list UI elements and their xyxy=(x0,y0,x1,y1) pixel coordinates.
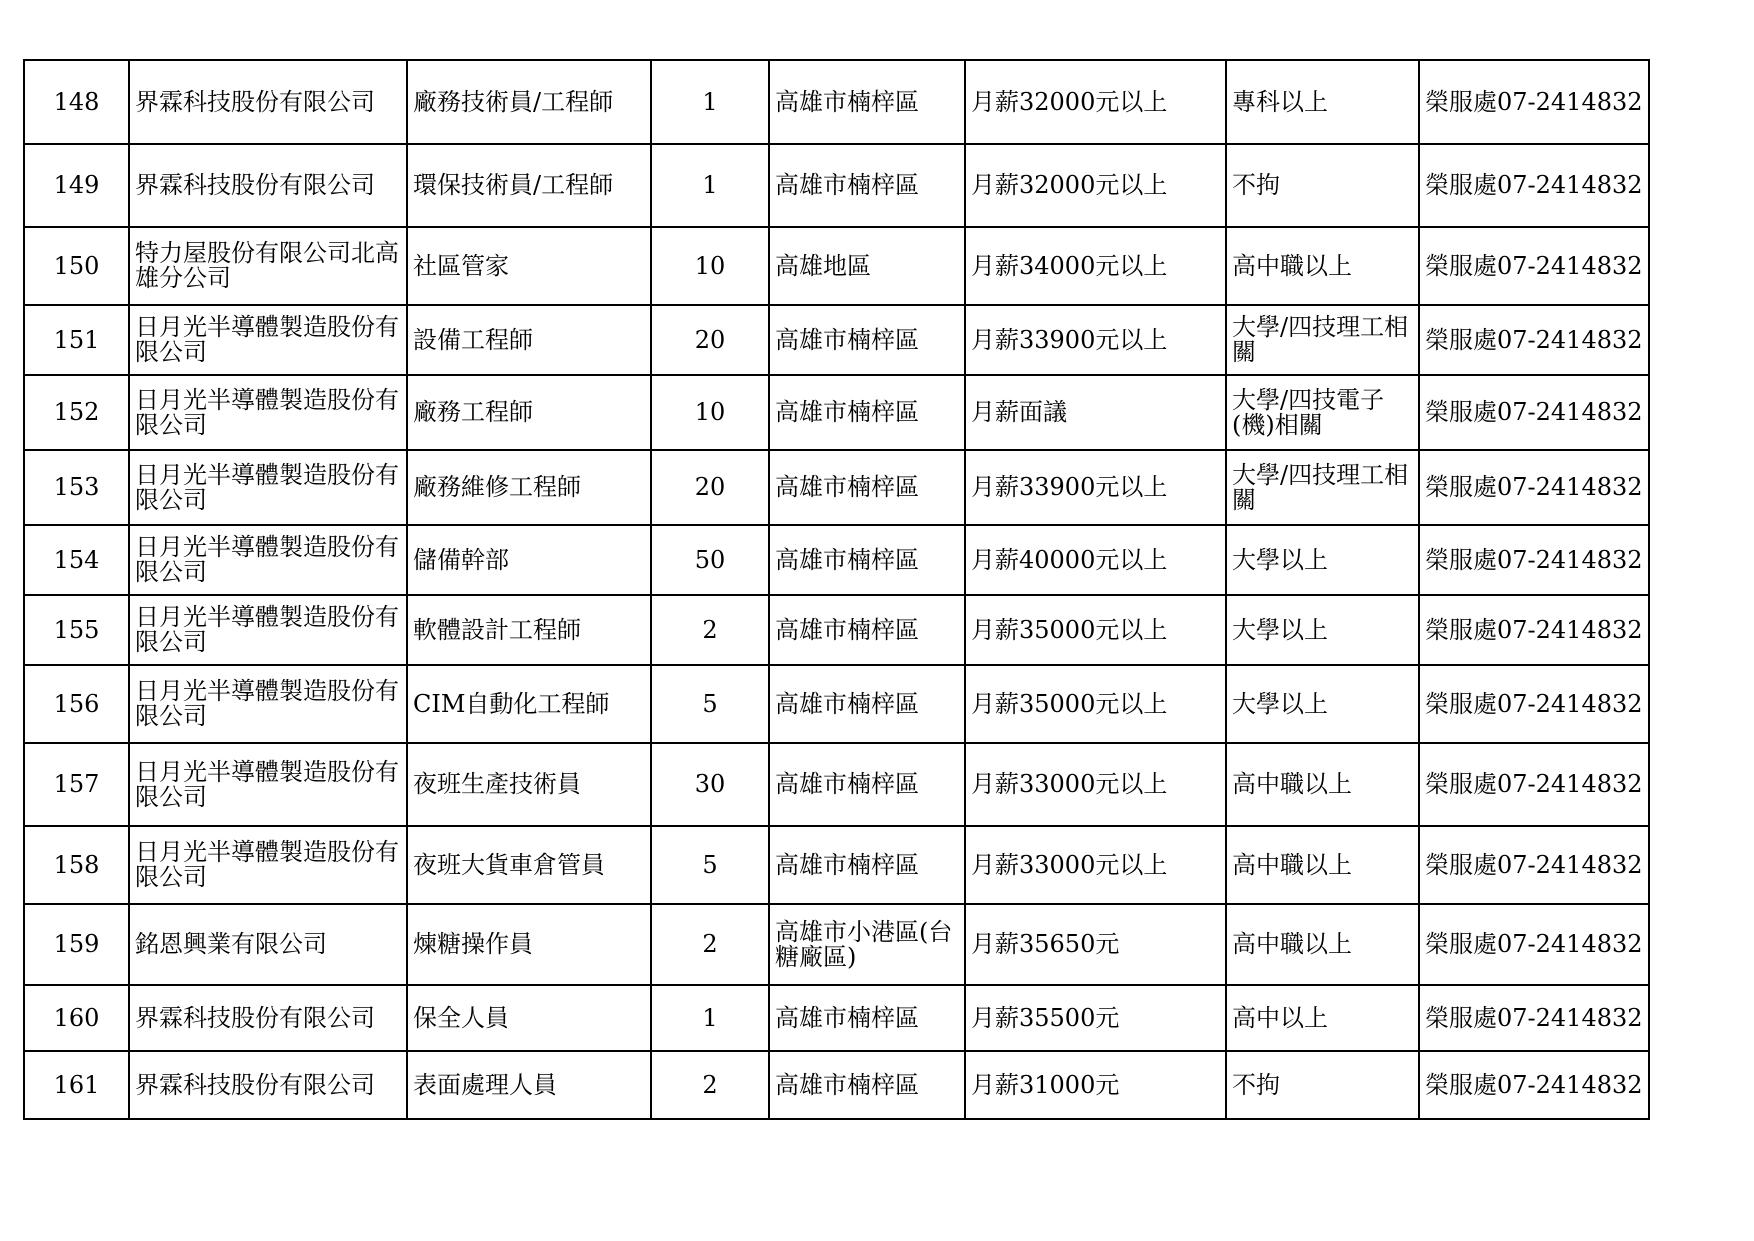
contact-info-cell: 榮服處07-2414832 xyxy=(1419,595,1649,665)
row-number-cell: 149 xyxy=(24,144,129,227)
salary-cell: 月薪34000元以上 xyxy=(965,227,1226,305)
job-title-cell: 社區管家 xyxy=(407,227,651,305)
company-name-cell: 日月光半導體製造股份有限公司 xyxy=(129,595,407,665)
company-name-cell: 特力屋股份有限公司北高雄分公司 xyxy=(129,227,407,305)
row-number-cell: 152 xyxy=(24,375,129,450)
job-title-cell: 廠務維修工程師 xyxy=(407,450,651,525)
education-requirement-cell: 專科以上 xyxy=(1226,60,1419,144)
salary-cell: 月薪33000元以上 xyxy=(965,743,1226,826)
work-location-cell: 高雄市楠梓區 xyxy=(769,1051,965,1119)
company-name-cell: 銘恩興業有限公司 xyxy=(129,904,407,985)
headcount-cell: 30 xyxy=(651,743,769,826)
headcount-cell: 10 xyxy=(651,375,769,450)
headcount-cell: 10 xyxy=(651,227,769,305)
education-requirement-cell: 大學/四技理工相關 xyxy=(1226,450,1419,525)
education-requirement-cell: 大學以上 xyxy=(1226,595,1419,665)
headcount-cell: 20 xyxy=(651,305,769,375)
headcount-cell: 1 xyxy=(651,60,769,144)
contact-info-cell: 榮服處07-2414832 xyxy=(1419,144,1649,227)
salary-cell: 月薪35000元以上 xyxy=(965,595,1226,665)
company-name-cell: 日月光半導體製造股份有限公司 xyxy=(129,305,407,375)
company-name-cell: 界霖科技股份有限公司 xyxy=(129,60,407,144)
row-number-cell: 157 xyxy=(24,743,129,826)
education-requirement-cell: 高中以上 xyxy=(1226,985,1419,1051)
table-row xyxy=(24,904,1649,985)
row-number-cell: 150 xyxy=(24,227,129,305)
job-title-cell: CIM自動化工程師 xyxy=(407,665,651,743)
job-table-body xyxy=(24,60,1649,1119)
row-number-cell: 151 xyxy=(24,305,129,375)
contact-info-cell: 榮服處07-2414832 xyxy=(1419,665,1649,743)
table-row xyxy=(24,665,1649,743)
headcount-cell: 5 xyxy=(651,826,769,904)
table-row xyxy=(24,450,1649,525)
row-number-cell: 154 xyxy=(24,525,129,595)
company-name-cell: 界霖科技股份有限公司 xyxy=(129,985,407,1051)
company-name-cell: 日月光半導體製造股份有限公司 xyxy=(129,826,407,904)
company-name-cell: 日月光半導體製造股份有限公司 xyxy=(129,525,407,595)
education-requirement-cell: 高中職以上 xyxy=(1226,227,1419,305)
row-number-cell: 159 xyxy=(24,904,129,985)
work-location-cell: 高雄市楠梓區 xyxy=(769,985,965,1051)
row-number-cell: 156 xyxy=(24,665,129,743)
salary-cell: 月薪32000元以上 xyxy=(965,144,1226,227)
education-requirement-cell: 不拘 xyxy=(1226,1051,1419,1119)
education-requirement-cell: 高中職以上 xyxy=(1226,904,1419,985)
work-location-cell: 高雄市楠梓區 xyxy=(769,743,965,826)
table-row xyxy=(24,985,1649,1051)
row-number-cell: 148 xyxy=(24,60,129,144)
job-title-cell: 儲備幹部 xyxy=(407,525,651,595)
table-row xyxy=(24,375,1649,450)
contact-info-cell: 榮服處07-2414832 xyxy=(1419,227,1649,305)
table-row xyxy=(24,227,1649,305)
salary-cell: 月薪35650元 xyxy=(965,904,1226,985)
education-requirement-cell: 大學/四技電子(機)相關 xyxy=(1226,375,1419,450)
contact-info-cell: 榮服處07-2414832 xyxy=(1419,450,1649,525)
row-number-cell: 153 xyxy=(24,450,129,525)
job-title-cell: 表面處理人員 xyxy=(407,1051,651,1119)
job-title-cell: 設備工程師 xyxy=(407,305,651,375)
job-title-cell: 保全人員 xyxy=(407,985,651,1051)
headcount-cell: 1 xyxy=(651,985,769,1051)
contact-info-cell: 榮服處07-2414832 xyxy=(1419,525,1649,595)
education-requirement-cell: 高中職以上 xyxy=(1226,743,1419,826)
row-number-cell: 155 xyxy=(24,595,129,665)
work-location-cell: 高雄市小港區(台糖廠區) xyxy=(769,904,965,985)
salary-cell: 月薪40000元以上 xyxy=(965,525,1226,595)
contact-info-cell: 榮服處07-2414832 xyxy=(1419,1051,1649,1119)
work-location-cell: 高雄市楠梓區 xyxy=(769,450,965,525)
row-number-cell: 161 xyxy=(24,1051,129,1119)
salary-cell: 月薪35500元 xyxy=(965,985,1226,1051)
table-row xyxy=(24,60,1649,144)
job-title-cell: 夜班大貨車倉管員 xyxy=(407,826,651,904)
headcount-cell: 50 xyxy=(651,525,769,595)
table-row xyxy=(24,826,1649,904)
contact-info-cell: 榮服處07-2414832 xyxy=(1419,375,1649,450)
job-title-cell: 廠務技術員/工程師 xyxy=(407,60,651,144)
job-title-cell: 煉糖操作員 xyxy=(407,904,651,985)
salary-cell: 月薪31000元 xyxy=(965,1051,1226,1119)
education-requirement-cell: 高中職以上 xyxy=(1226,826,1419,904)
company-name-cell: 日月光半導體製造股份有限公司 xyxy=(129,743,407,826)
contact-info-cell: 榮服處07-2414832 xyxy=(1419,826,1649,904)
company-name-cell: 界霖科技股份有限公司 xyxy=(129,144,407,227)
table-row xyxy=(24,1051,1649,1119)
headcount-cell: 2 xyxy=(651,595,769,665)
company-name-cell: 界霖科技股份有限公司 xyxy=(129,1051,407,1119)
work-location-cell: 高雄市楠梓區 xyxy=(769,375,965,450)
work-location-cell: 高雄市楠梓區 xyxy=(769,595,965,665)
headcount-cell: 2 xyxy=(651,904,769,985)
company-name-cell: 日月光半導體製造股份有限公司 xyxy=(129,665,407,743)
salary-cell: 月薪面議 xyxy=(965,375,1226,450)
salary-cell: 月薪32000元以上 xyxy=(965,60,1226,144)
work-location-cell: 高雄地區 xyxy=(769,227,965,305)
headcount-cell: 1 xyxy=(651,144,769,227)
salary-cell: 月薪33000元以上 xyxy=(965,826,1226,904)
row-number-cell: 158 xyxy=(24,826,129,904)
salary-cell: 月薪33900元以上 xyxy=(965,305,1226,375)
work-location-cell: 高雄市楠梓區 xyxy=(769,60,965,144)
contact-info-cell: 榮服處07-2414832 xyxy=(1419,743,1649,826)
salary-cell: 月薪33900元以上 xyxy=(965,450,1226,525)
job-title-cell: 軟體設計工程師 xyxy=(407,595,651,665)
work-location-cell: 高雄市楠梓區 xyxy=(769,305,965,375)
table-row xyxy=(24,595,1649,665)
education-requirement-cell: 大學/四技理工相關 xyxy=(1226,305,1419,375)
contact-info-cell: 榮服處07-2414832 xyxy=(1419,904,1649,985)
headcount-cell: 2 xyxy=(651,1051,769,1119)
table-row xyxy=(24,743,1649,826)
table-row xyxy=(24,305,1649,375)
work-location-cell: 高雄市楠梓區 xyxy=(769,144,965,227)
salary-cell: 月薪35000元以上 xyxy=(965,665,1226,743)
job-title-cell: 廠務工程師 xyxy=(407,375,651,450)
job-listing-table xyxy=(23,59,1650,1120)
contact-info-cell: 榮服處07-2414832 xyxy=(1419,60,1649,144)
contact-info-cell: 榮服處07-2414832 xyxy=(1419,305,1649,375)
row-number-cell: 160 xyxy=(24,985,129,1051)
company-name-cell: 日月光半導體製造股份有限公司 xyxy=(129,450,407,525)
company-name-cell: 日月光半導體製造股份有限公司 xyxy=(129,375,407,450)
table-row xyxy=(24,525,1649,595)
headcount-cell: 20 xyxy=(651,450,769,525)
work-location-cell: 高雄市楠梓區 xyxy=(769,826,965,904)
table-row xyxy=(24,144,1649,227)
headcount-cell: 5 xyxy=(651,665,769,743)
education-requirement-cell: 大學以上 xyxy=(1226,665,1419,743)
education-requirement-cell: 大學以上 xyxy=(1226,525,1419,595)
work-location-cell: 高雄市楠梓區 xyxy=(769,665,965,743)
education-requirement-cell: 不拘 xyxy=(1226,144,1419,227)
contact-info-cell: 榮服處07-2414832 xyxy=(1419,985,1649,1051)
job-title-cell: 環保技術員/工程師 xyxy=(407,144,651,227)
work-location-cell: 高雄市楠梓區 xyxy=(769,525,965,595)
job-title-cell: 夜班生產技術員 xyxy=(407,743,651,826)
